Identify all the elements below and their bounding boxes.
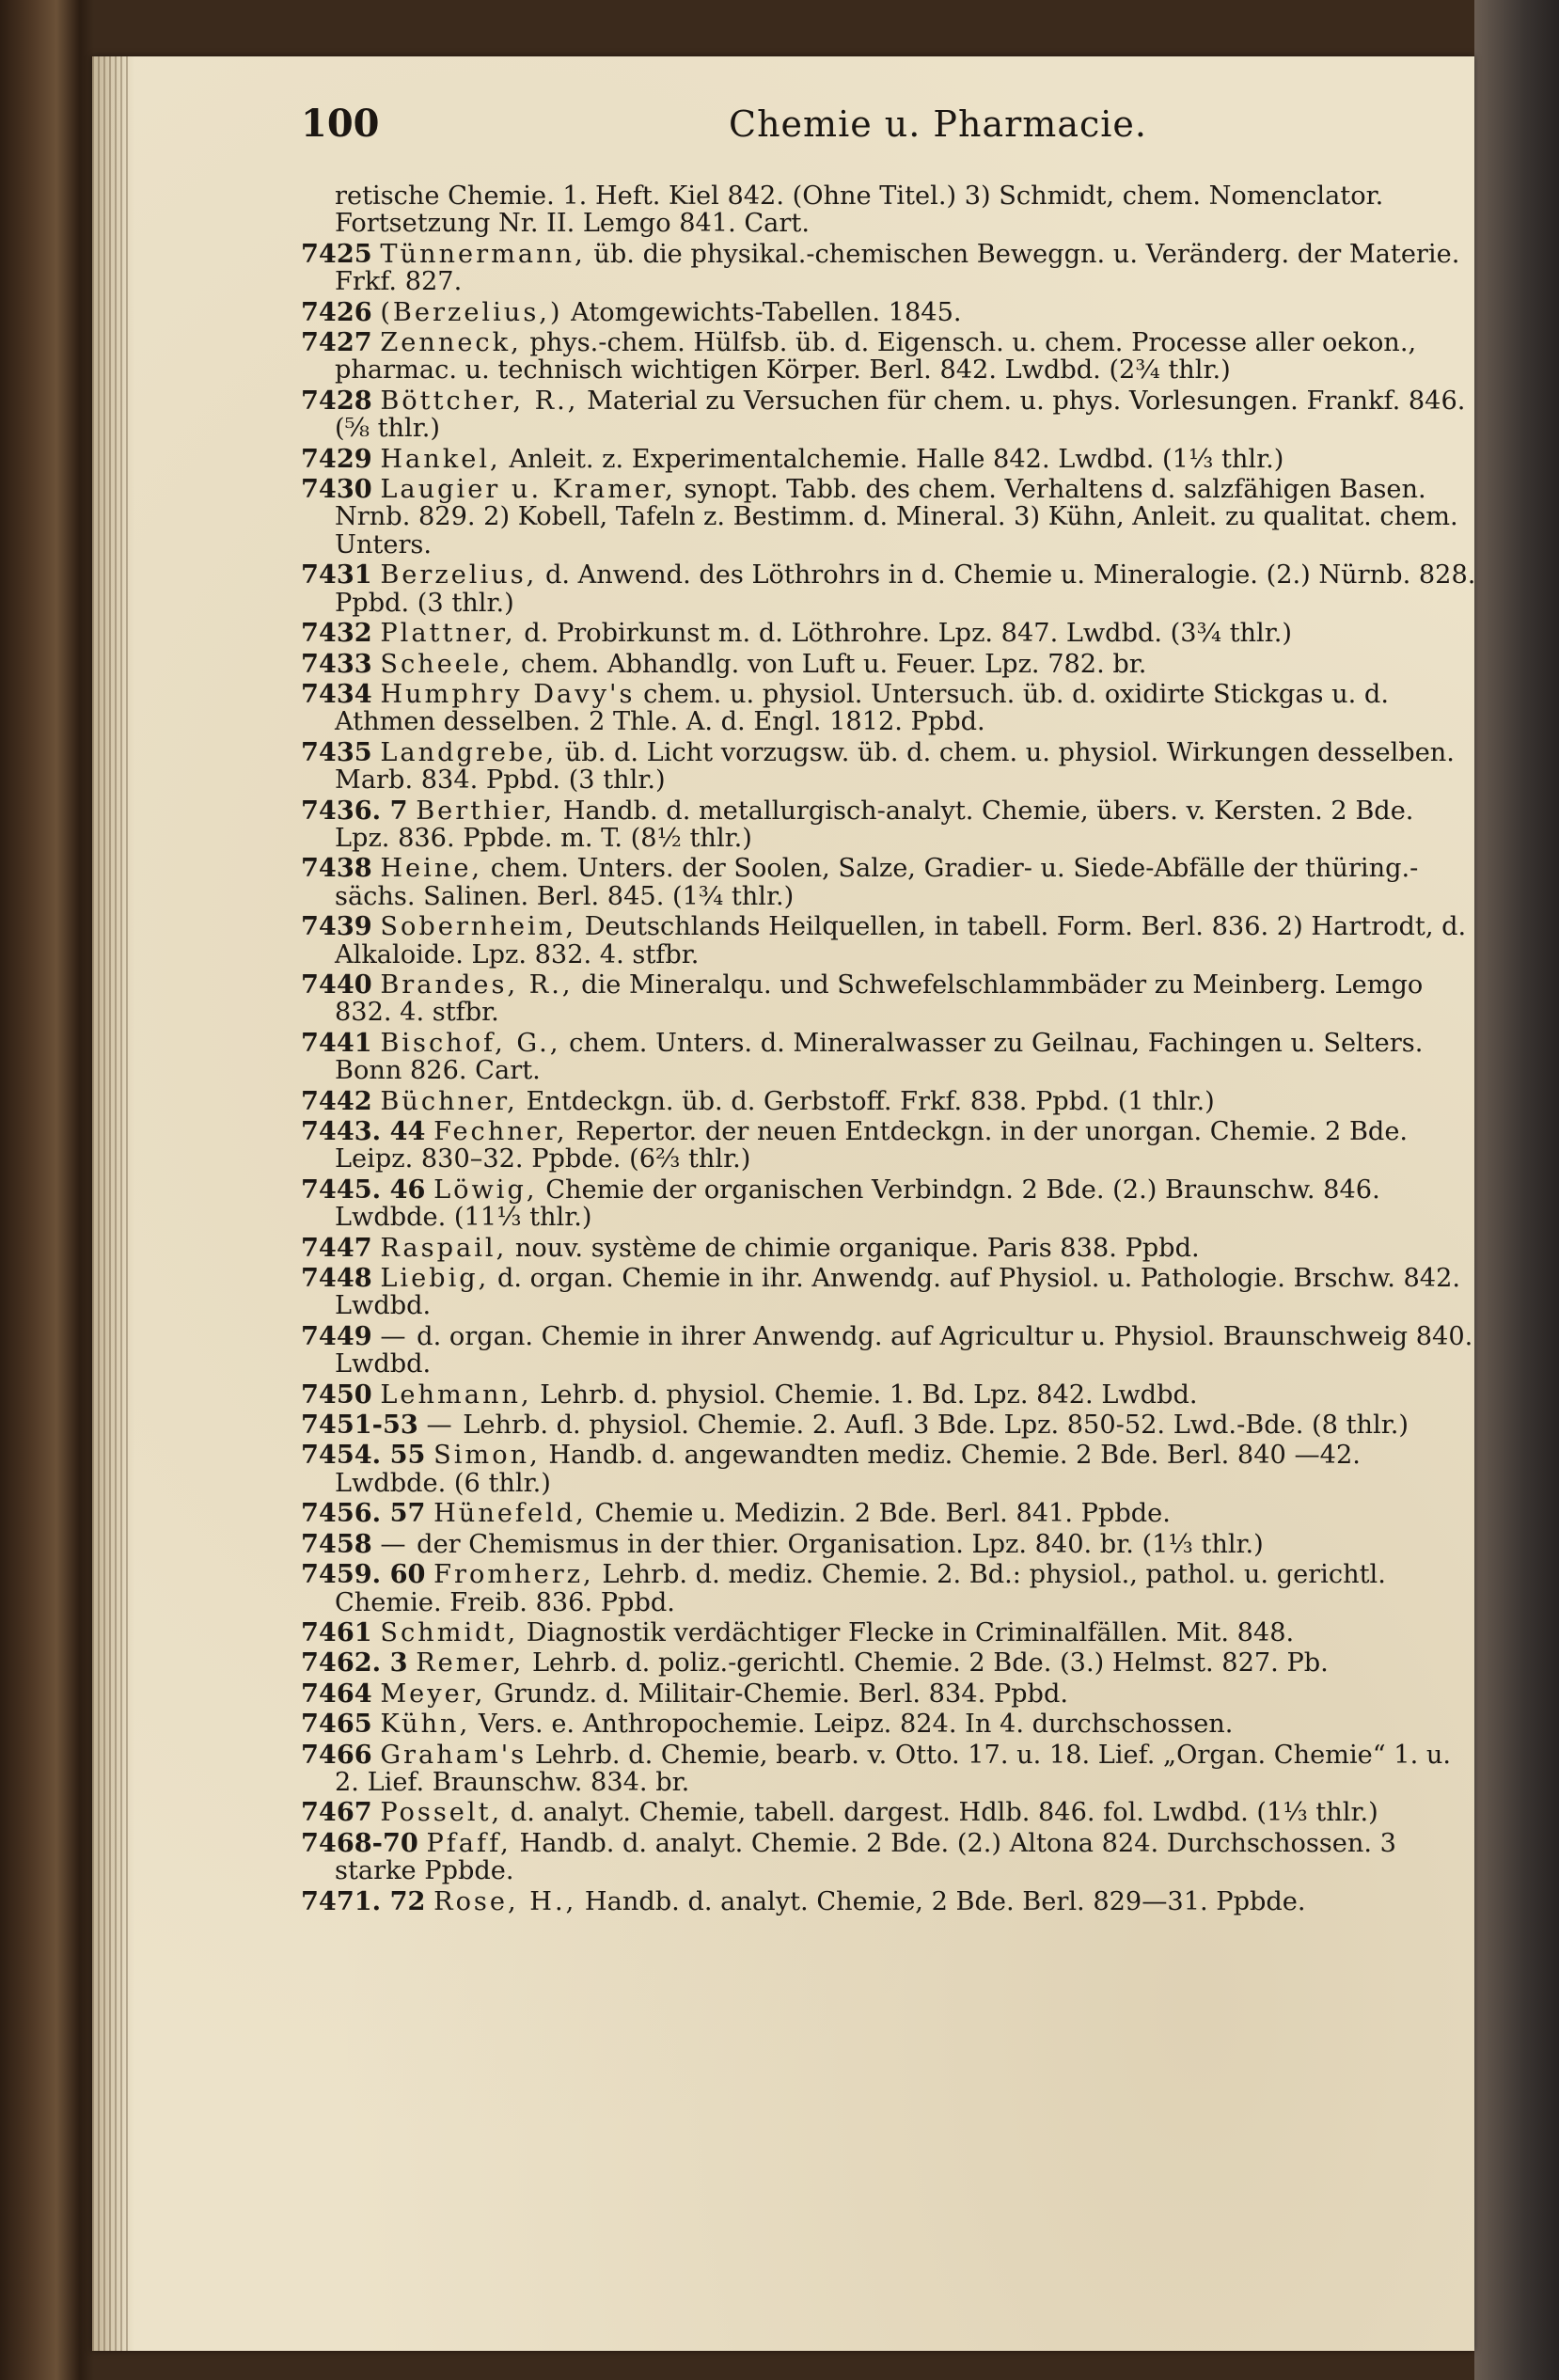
entry-number: 7471. 72 — [301, 1885, 426, 1916]
entry-text: Deutschlands Heilquellen, in tabell. Form. Berl. 836. 2) Hartrodt, d. Alkaloide. Lpz. 832. 4. stfbr. — [335, 912, 1467, 969]
entry-author: Schmidt, — [380, 1617, 519, 1647]
entry-number: 7451-53 — [301, 1410, 418, 1441]
catalog-entry — [301, 1561, 1476, 1616]
catalog-entry — [301, 648, 1476, 679]
entry-author: Simon, — [433, 1441, 541, 1471]
catalog-entry — [301, 1320, 1476, 1379]
entry-number: 7447 — [301, 1232, 372, 1263]
entry-number: 7441 — [301, 1027, 372, 1058]
entry-text: Vers. e. Anthropochemie. Leipz. 824. In 4. durchschossen. — [478, 1710, 1234, 1740]
entry-author: Löwig, — [433, 1174, 538, 1205]
entry-author: — — [380, 1529, 409, 1559]
entry-number: 7464 — [301, 1678, 372, 1709]
entry-number: 7456. 57 — [301, 1498, 426, 1529]
entry-author: (Berzelius,) — [380, 297, 563, 327]
entry-number: 7458 — [301, 1528, 372, 1559]
entry-text: nouv. système de chimie organique. Paris 838. Ppbd. — [514, 1233, 1200, 1263]
catalog-entry — [301, 329, 1476, 385]
catalog-entry — [301, 736, 1476, 796]
entry-author: Kühn, — [380, 1710, 471, 1740]
entry-number: 7467 — [301, 1797, 372, 1828]
catalog-entry — [301, 678, 1476, 737]
entry-text: Lehrb. d. poliz.-gerichtl. Chemie. 2 Bde. (3.) Helmst. 827. Pb. — [531, 1648, 1329, 1679]
entry-number: 7434 — [301, 678, 372, 709]
entry-number: 7445. 46 — [301, 1174, 426, 1205]
catalog-entry — [301, 443, 1476, 474]
entry-text: chem. Abhandlg. von Luft u. Feuer. Lpz. 782. br. — [520, 649, 1147, 679]
catalog-entry — [301, 855, 1476, 910]
entry-text: Handb. d. metallurgisch-analyt. Chemie, übers. v. Kersten. 2 Bde. Lpz. 836. Ppbde. m. T. (8½ thlr.) — [335, 796, 1414, 853]
catalog-entry — [301, 296, 1476, 327]
entry-text: Atomgewichts-Tabellen. 1845. — [571, 297, 962, 327]
entry-number: 7443. 44 — [301, 1116, 426, 1146]
entry-author: Berzelius, — [380, 560, 538, 591]
entry-author: Hünefeld, — [433, 1499, 587, 1529]
catalog-entry — [301, 1528, 1476, 1559]
entry-number: 7431 — [301, 560, 372, 591]
entry-number: 7442 — [301, 1085, 372, 1116]
catalog-entry — [301, 1411, 1476, 1439]
entry-text: d. organ. Chemie in ihrer Anwendg. auf Agricultur u. Physiol. Braunschweig 840. Lwdbd. — [335, 1321, 1473, 1379]
entry-number: 7428 — [301, 385, 372, 416]
catalog-entry — [301, 1085, 1476, 1116]
catalog-entry — [301, 1680, 1476, 1708]
catalog-entry — [301, 387, 1476, 443]
entry-text: Handb. d. analyt. Chemie, 2 Bde. Berl. 829—31. Ppbde. — [584, 1886, 1306, 1916]
entry-text: chem. Unters. d. Mineralwasser zu Geilnau, Fachingen u. Selters. Bonn 826. Cart. — [335, 1028, 1424, 1086]
entry-number: 7448 — [301, 1263, 372, 1294]
entry-author: Raspail, — [380, 1233, 508, 1263]
catalog-entry — [301, 1027, 1476, 1086]
catalog-entry — [301, 1616, 1476, 1647]
entry-author: Brandes, R., — [380, 969, 574, 1000]
entry-author: Bischof, G., — [380, 1028, 561, 1058]
entry-number: 7459. 60 — [301, 1559, 426, 1590]
page-header — [301, 102, 1476, 158]
entry-author: Pfaff, — [426, 1828, 512, 1858]
entry-number: 7440 — [301, 969, 372, 1000]
catalog-entries — [301, 182, 1476, 1918]
catalog-entry — [301, 1885, 1476, 1916]
catalog-entry — [301, 1176, 1476, 1232]
entry-text: chem. Unters. der Soolen, Salze, Gradier- u. Siede-Abfälle der thüring.-sächs. Salinen. Berl. 845. (1¾ thlr.) — [335, 854, 1419, 911]
entry-number: 7432 — [301, 618, 372, 649]
entry-author: Böttcher, R., — [380, 386, 579, 416]
entry-text: Repertor. der neuen Entdeckgn. in der unorgan. Chemie. 2 Bde. Leipz. 830–32. Ppbde. (6⅔ thlr.) — [335, 1117, 1409, 1174]
entry-text: d. Anwend. des Löthrohrs in d. Chemie u. Mineralogie. (2.) Nürnb. 828. Ppbd. (3 thlr.) — [335, 560, 1476, 618]
entry-author: Laugier u. Kramer, — [380, 475, 676, 505]
entry-number: 7439 — [301, 911, 372, 942]
catalog-entry — [301, 1265, 1476, 1320]
entry-text: üb. d. Licht vorzugsw. üb. d. chem. u. physiol. Wirkungen desselben. Marb. 834. Ppbd. (3 thlr.) — [335, 737, 1455, 796]
entry-text: Handb. d. angewandten mediz. Chemie. 2 Bde. Berl. 840 —42. Lwdbde. (6 thlr.) — [335, 1441, 1361, 1498]
entry-author: — — [426, 1411, 455, 1441]
entry-number: 7425 — [301, 238, 372, 269]
catalog-entry — [301, 797, 1476, 853]
entry-number: 7468-70 — [301, 1827, 418, 1858]
entry-text: chem. u. physiol. Untersuch. üb. d. oxidirte Stickgas u. d. Athmen desselben. 2 Thle. A. d. Engl. 1812. Ppbd. — [335, 679, 1389, 737]
catalog-entry — [301, 238, 1476, 297]
entry-text: Entdeckgn. üb. d. Gerbstoff. Frkf. 838. Ppbd. (1 thlr.) — [526, 1086, 1215, 1116]
book-cover-edge — [1474, 0, 1559, 2380]
entry-number: 7438 — [301, 853, 372, 884]
entry-author: Humphry Davy's — [380, 679, 636, 709]
catalog-entry — [301, 913, 1476, 969]
entry-text: d. Probirkunst m. d. Löthrohre. Lpz. 847. Lwdbd. (3¾ thlr.) — [524, 619, 1292, 649]
catalog-entry — [301, 1381, 1476, 1409]
entry-text: phys.-chem. Hülfsb. üb. d. Eigensch. u. chem. Processe aller oekon., pharmac. u. technisch wichtigen Körper. Berl. 842. Lwdbd. (2¾ thlr.) — [335, 328, 1417, 386]
catalog-entry — [301, 1232, 1476, 1263]
entry-number: 7449 — [301, 1320, 372, 1351]
entry-author: Remer, — [416, 1648, 525, 1679]
entry-text: Lehrb. d. Chemie, bearb. v. Otto. 17. u. 18. Lief. „Organ. Chemie“ 1. u. 2. Lief. Braunschw. 834. br. — [335, 1740, 1452, 1797]
entry-number: 7461 — [301, 1616, 372, 1647]
entry-number: 7429 — [301, 443, 372, 474]
entry-author: Tünnermann, — [380, 239, 586, 269]
entry-text: die Mineralqu. und Schwefelschlammbäder zu Meinberg. Lemgo 832. 4. stfbr. — [335, 969, 1424, 1028]
entry-number: 7427 — [301, 327, 372, 358]
entry-author: Landgrebe, — [380, 737, 558, 767]
page-edges — [92, 56, 130, 2351]
entry-text: retische Chemie. 1. Heft. Kiel 842. (Ohne Titel.) 3) Schmidt, chem. Nomenclator. Fortsetzung Nr. II. Lemgo 841. Cart. — [335, 181, 1384, 239]
catalog-entry — [301, 1442, 1476, 1497]
catalog-entry — [301, 620, 1476, 647]
catalog-entry — [301, 1118, 1476, 1174]
entry-text: Chemie u. Medizin. 2 Bde. Berl. 841. Ppbde. — [594, 1499, 1171, 1529]
entry-text: Material zu Versuchen für chem. u. phys. Vorlesungen. Frankf. 846. (⅝ thlr.) — [335, 386, 1466, 444]
entry-number: 7433 — [301, 648, 372, 679]
entry-author: Graham's — [380, 1740, 528, 1770]
entry-author: Fromherz, — [433, 1560, 594, 1590]
catalog-entry — [301, 561, 1476, 617]
entry-text: Lehrb. d. mediz. Chemie. 2. Bd.: physiol., pathol. u. gerichtl. Chemie. Freib. 836. Ppbd. — [335, 1560, 1386, 1617]
catalog-entry — [301, 1649, 1476, 1677]
entry-text: der Chemismus in der thier. Organisation. Lpz. 840. br. (1⅓ thlr.) — [417, 1529, 1264, 1559]
entry-text: Chemie der organischen Verbindgn. 2 Bde. (2.) Braunschw. 846. Lwdbde. (11⅓ thlr.) — [335, 1174, 1380, 1233]
entry-author: Plattner, — [380, 619, 516, 649]
entry-author: — — [380, 1321, 409, 1351]
entry-text: Lehrb. d. physiol. Chemie. 2. Aufl. 3 Bde. Lpz. 850-52. Lwd.-Bde. (8 thlr.) — [463, 1411, 1409, 1441]
page-title: Chemie u. Pharmacie. — [729, 103, 1147, 145]
entry-author: Sobernheim, — [380, 912, 577, 942]
entry-author: Rose, H., — [433, 1886, 577, 1916]
entry-text: Lehrb. d. physiol. Chemie. 1. Bd. Lpz. 842. Lwdbd. — [540, 1379, 1198, 1410]
entry-number: 7454. 55 — [301, 1440, 426, 1471]
entry-number: 7465 — [301, 1709, 372, 1740]
entry-text: Grundz. d. Militair-Chemie. Berl. 834. Ppbd. — [494, 1679, 1069, 1709]
entry-text: Handb. d. analyt. Chemie. 2 Bde. (2.) Altona 824. Durchschossen. 3 starke Ppbde. — [335, 1828, 1396, 1886]
entry-author: Meyer, — [380, 1679, 486, 1709]
catalog-entry — [301, 1827, 1476, 1886]
catalog-entry — [301, 1799, 1476, 1826]
catalog-entry — [301, 971, 1476, 1027]
entry-number: 7450 — [301, 1379, 372, 1410]
entry-number: 7426 — [301, 296, 372, 327]
catalog-entry — [301, 1739, 1476, 1797]
catalog-entry — [301, 1500, 1476, 1527]
entry-text: d. organ. Chemie in ihr. Anwendg. auf Physiol. u. Pathologie. Brschw. 842. Lwdbd. — [335, 1264, 1461, 1321]
entry-text: d. analyt. Chemie, tabell. dargest. Hdlb. 846. fol. Lwdbd. (1⅓ thlr.) — [510, 1798, 1378, 1828]
entry-number: 7435 — [301, 736, 372, 767]
entry-author: Posselt, — [380, 1798, 503, 1828]
entry-text: synopt. Tabb. des chem. Verhaltens d. salzfähigen Basen. Nrnb. 829. 2) Kobell, Tafeln z. Bestimm. d. Mineral. 3) Kühn, Anleit. zu qualitat. chem. Unters. — [335, 475, 1458, 560]
entry-author: Scheele, — [380, 649, 513, 679]
entry-text: Diagnostik verdächtiger Flecke in Criminalfällen. Mit. 848. — [526, 1617, 1295, 1647]
entry-number: 7430 — [301, 474, 372, 505]
catalog-entry — [301, 182, 1476, 238]
entry-author: Büchner, — [380, 1086, 518, 1116]
entry-author: Fechner, — [433, 1117, 568, 1146]
entry-author: Lehmann, — [380, 1379, 532, 1410]
catalog-entry — [301, 1710, 1476, 1738]
entry-author: Zenneck, — [380, 328, 522, 358]
entry-author: Berthier, — [416, 796, 556, 826]
entry-author: Liebig, — [380, 1264, 490, 1294]
page-number: 100 — [301, 102, 380, 146]
catalog-entry — [301, 476, 1476, 559]
entry-author: Hankel, — [380, 444, 501, 474]
entry-number: 7436. 7 — [301, 795, 408, 826]
entry-number: 7466 — [301, 1739, 372, 1770]
entry-number: 7462. 3 — [301, 1647, 408, 1679]
entry-text: Anleit. z. Experimentalchemie. Halle 842. Lwdbd. (1⅓ thlr.) — [509, 444, 1284, 474]
entry-author: Heine, — [380, 854, 483, 884]
entry-text: üb. die physikal.-chemischen Beweggn. u. Veränderg. der Materie. Frkf. 827. — [335, 239, 1460, 297]
